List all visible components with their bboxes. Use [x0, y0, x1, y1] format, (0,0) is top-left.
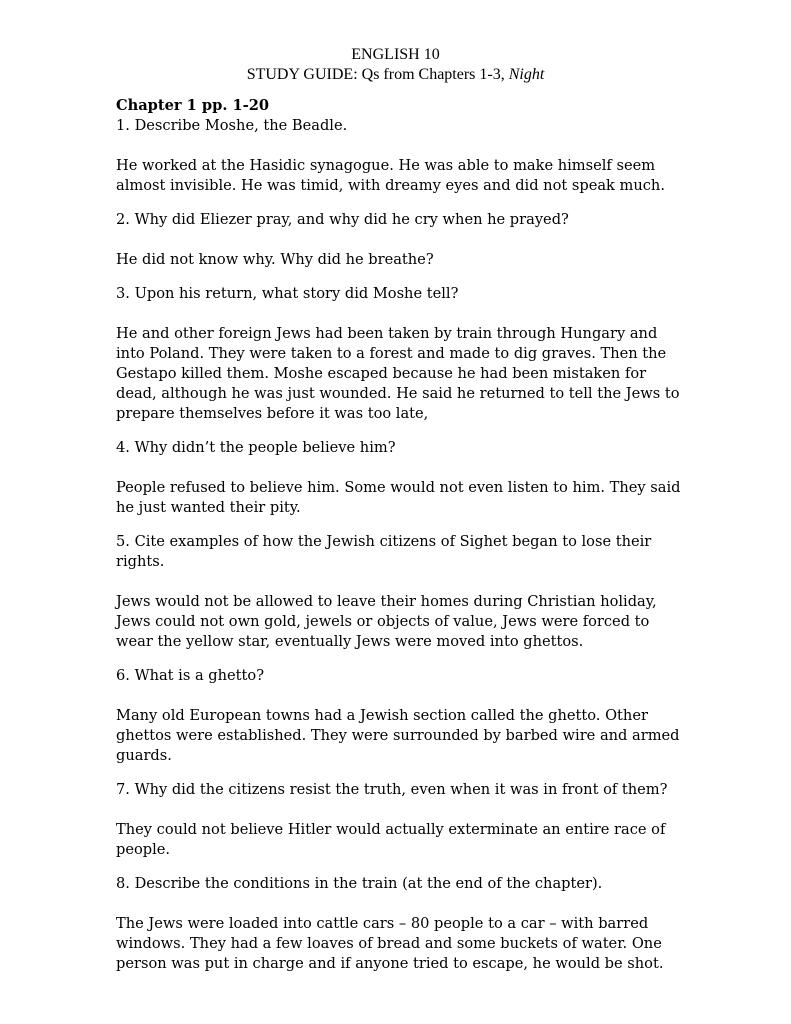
- question-6: 6. What is a ghetto?: [116, 667, 265, 684]
- question-7: 7. Why did the citizens resist the truth, even when it was in front of them?: [116, 781, 668, 798]
- answer-4: People refused to believe him. Some would not even listen to him. They said he just wanted their pity.: [116, 479, 681, 516]
- question-4: 4. Why didn’t the people believe him?: [116, 439, 396, 456]
- question-2: 2. Why did Eliezer pray, and why did he cry when he prayed?: [116, 211, 569, 228]
- answer-8: The Jews were loaded into cattle cars – 80 people to a car – with barred windows. They had a few loaves of bread and some buckets of water. One person was put in charge and if anyone tried to escape, he would be shot.: [116, 915, 664, 972]
- answer-6: Many old European towns had a Jewish section called the ghetto. Other ghettos were established. They were surrounded by barbed wire and armed guards.: [116, 707, 680, 764]
- answer-2: He did not know why. Why did he breathe?: [116, 251, 434, 268]
- answer-3: He and other foreign Jews had been taken by train through Hungary and into Poland. They were taken to a forest and made to dig graves. Then the Gestapo killed them. Moshe escaped because he had been mistaken for dead, although he was just wounded. He said he returned to tell the Jews to prepare themselves before it was too late,: [116, 325, 680, 422]
- question-1: 1. Describe Moshe, the Beadle.: [116, 117, 348, 134]
- answer-7: They could not believe Hitler would actually exterminate an entire race of people.: [116, 821, 666, 858]
- question-5: 5. Cite examples of how the Jewish citizens of Sighet began to lose their rights.: [116, 533, 652, 570]
- course-title: ENGLISH 10: [351, 46, 440, 63]
- chapter-heading: Chapter 1 pp. 1-20: [116, 97, 270, 114]
- answer-1: He worked at the Hasidic synagogue. He was able to make himself seem almost invisible. He was timid, with dreamy eyes and did not speak much.: [116, 157, 665, 194]
- study-guide-prefix: STUDY GUIDE: Qs from Chapters 1-3,: [246, 66, 509, 83]
- question-3: 3. Upon his return, what story did Moshe tell?: [116, 285, 459, 302]
- question-8: 8. Describe the conditions in the train (at the end of the chapter).: [116, 875, 603, 892]
- answer-5: Jews would not be allowed to leave their homes during Christian holiday, Jews could not own gold, jewels or objects of value, Jews were forced to wear the yellow star, eventually Jews were moved into ghettos.: [116, 593, 657, 650]
- study-guide-content: [116, 96, 686, 974]
- book-title: Night: [508, 66, 545, 83]
- study-guide-title: [0, 65, 791, 85]
